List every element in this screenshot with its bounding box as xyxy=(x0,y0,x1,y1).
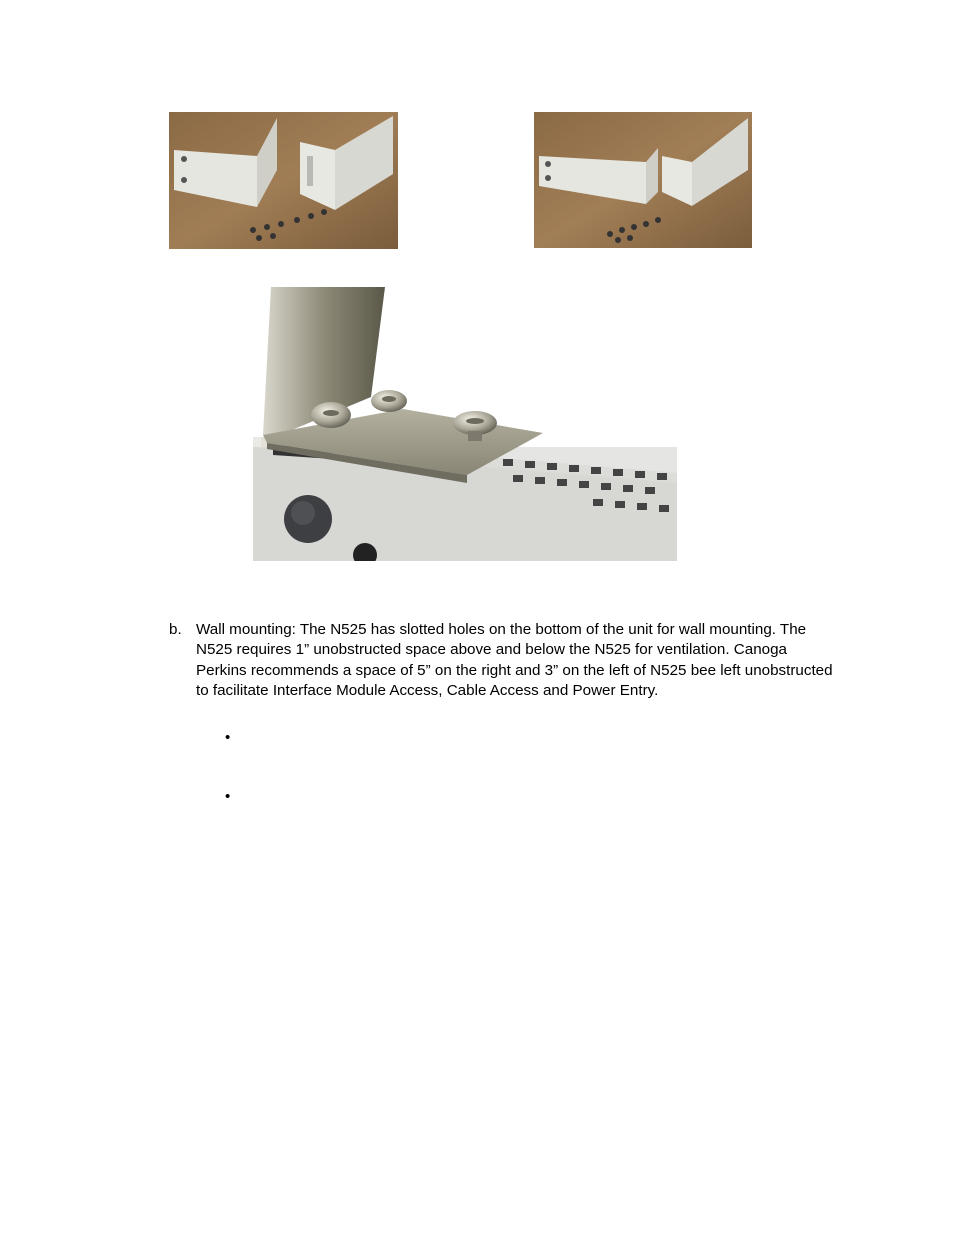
list-marker: b. xyxy=(169,621,182,638)
mounted-bracket-closeup-photo xyxy=(253,287,677,561)
bullet-point: • xyxy=(225,788,231,805)
bullet-point: • xyxy=(225,729,231,746)
bracket-kit-photo-right xyxy=(534,112,752,248)
wall-mounting-text: Wall mounting: The N525 has slotted holes on the bottom of the unit for wall mounting. The N525 requires 1” unobstructed space above and below the N525 for ventilation. Canoga Perkins recommends a space of 5” on the right and 3” on the left of N525 bee left unobstructed to facilitate Interface Module Access, Cable Access and Power Entry. xyxy=(196,621,833,700)
bracket-kit-photo-left xyxy=(169,112,398,249)
